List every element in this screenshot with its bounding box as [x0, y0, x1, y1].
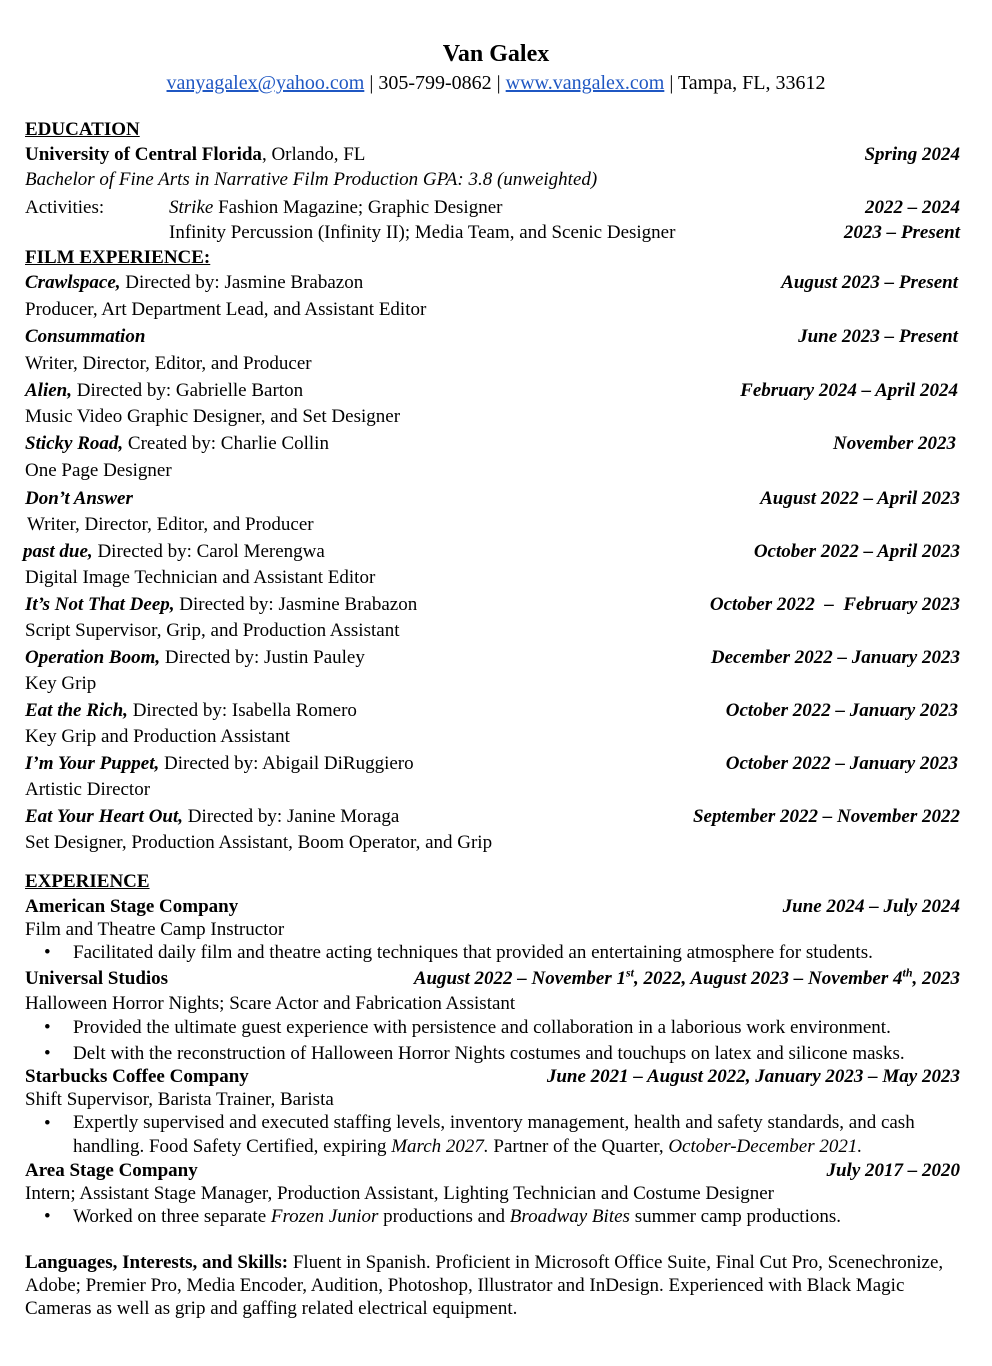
skills-text: Fluent in Spanish. Proficient in Microsoft Office Suite, Final Cut Pro, Scenechronize, Adobe; Premier Pro, Media Encoder, Audition, Photoshop, Illustrator and InDesign. Experienced with Black Magic Cameras as well as grip and gaffing related electrical equipment. [25, 1252, 944, 1319]
location: Tampa, FL, 33612 [677, 72, 826, 94]
film-date: October 2022 – January 2023 [725, 700, 958, 721]
film-role: Key Grip and Production Assistant [25, 726, 290, 747]
company-name: Universal Studios [25, 968, 169, 989]
film-date: August 2023 – Present [781, 272, 958, 293]
film-role: Set Designer, Production Assistant, Boom Operator, and Grip [25, 832, 493, 853]
film-date: September 2022 – November 2022 [692, 806, 960, 827]
film-title-line: Don’t Answer [25, 488, 133, 509]
school-name: University of Central Florida [25, 144, 262, 165]
film-role: Writer, Director, Editor, and Producer [25, 353, 312, 374]
separator: | [491, 72, 506, 94]
job-date: June 2024 – July 2024 [782, 896, 960, 917]
film-role: Writer, Director, Editor, and Producer [27, 514, 314, 535]
film-title-line: past due, Directed by: Carol Merengwa [23, 541, 325, 562]
activity-date: 2023 – Present [843, 222, 960, 243]
activity-date: 2022 – 2024 [865, 197, 960, 218]
film-role: Script Supervisor, Grip, and Production Assistant [25, 620, 400, 641]
bullet-icon: • [44, 1017, 51, 1038]
bullet-text: Delt with the reconstruction of Halloween Horror Nights costumes and touchups on latex and silicone masks. [73, 1043, 905, 1064]
bullet-icon: • [44, 942, 51, 963]
bullet-text: Expertly supervised and executed staffing levels, inventory management, health and safety standards, and cash handling. Food Safety Certified, expiring March 2027. Partner of the Quarter, October-December 2021. [73, 1112, 915, 1157]
job-date: June 2021 – August 2022, January 2023 – May 2023 [546, 1066, 960, 1087]
film-role: Producer, Art Department Lead, and Assistant Editor [25, 299, 427, 320]
website-link[interactable]: www.vangalex.com [505, 72, 665, 94]
film-date: November 2023 [833, 433, 956, 454]
job-role: Halloween Horror Nights; Scare Actor and Fabrication Assistant [25, 993, 516, 1014]
film-date: October 2022 – January 2023 [725, 753, 958, 774]
activities-label: Activities: [25, 197, 105, 218]
activity-item: Infinity Percussion (Infinity II); Media Team, and Scenic Designer [169, 222, 676, 243]
film-date: June 2023 – Present [798, 326, 958, 347]
education-heading: EDUCATION [25, 119, 140, 140]
degree: Bachelor of Fine Arts in Narrative Film Production GPA: 3.8 (unweighted) [25, 169, 598, 190]
film-title-line: Eat the Rich, Directed by: Isabella Romero [25, 700, 357, 721]
job-date: July 2017 – 2020 [826, 1160, 960, 1181]
job-role: Film and Theatre Camp Instructor [25, 919, 285, 940]
film-title-line: Operation Boom, Directed by: Justin Pauley [25, 647, 365, 668]
film-role: Music Video Graphic Designer, and Set Designer [25, 406, 401, 427]
film-date: October 2022 – April 2023 [753, 541, 960, 562]
school-line [25, 142, 365, 168]
experience-heading: EXPERIENCE [25, 871, 150, 892]
film-date: October 2022 – February 2023 [709, 594, 960, 615]
bullet-text: Provided the ultimate guest experience with persistence and collaboration in a laborious work environment. [73, 1017, 891, 1038]
candidate-name: Van Galex [442, 41, 550, 67]
job-date: August 2022 – November 1st, 2022, August 2023 – November 4th, 2023 [413, 965, 960, 989]
job-role: Shift Supervisor, Barista Trainer, Barista [25, 1089, 334, 1110]
separator: | [364, 72, 379, 94]
film-title-line: Consummation [25, 326, 146, 347]
email-link[interactable]: vanyagalex@yahoo.com [166, 72, 365, 94]
film-role: Digital Image Technician and Assistant Editor [25, 567, 376, 588]
bullet-text: Facilitated daily film and theatre acting techniques that provided an entertaining atmosphere for students. [73, 942, 873, 963]
film-title-line: Alien, Directed by: Gabrielle Barton [25, 380, 304, 401]
film-role: Key Grip [25, 673, 97, 694]
education-date: Spring 2024 [864, 144, 960, 165]
company-name: Starbucks Coffee Company [25, 1066, 249, 1087]
film-experience-heading: FILM EXPERIENCE: [25, 247, 211, 268]
film-role: Artistic Director [25, 779, 151, 800]
bullet-icon: • [44, 1113, 51, 1134]
school-location: , Orlando, FL [261, 144, 366, 165]
company-name: Area Stage Company [25, 1160, 198, 1181]
film-date: December 2022 – January 2023 [710, 647, 960, 668]
film-role: One Page Designer [25, 460, 172, 481]
film-title-line: I’m Your Puppet, Directed by: Abigail DiRuggiero [25, 753, 414, 774]
company-name: American Stage Company [25, 896, 239, 917]
phone-number: 305-799-0862 [378, 72, 492, 94]
film-date: February 2024 – April 2024 [740, 380, 958, 401]
bullet-icon: • [44, 1206, 51, 1227]
bullet-icon: • [44, 1043, 51, 1064]
skills-label: Languages, Interests, and Skills: [25, 1252, 289, 1273]
job-role: Intern; Assistant Stage Manager, Production Assistant, Lighting Technician and Costume Designer [25, 1183, 774, 1204]
film-title-line: It’s Not That Deep, Directed by: Jasmine Brabazon [25, 594, 418, 615]
skills-paragraph [25, 1251, 945, 1320]
separator: | [664, 72, 678, 94]
contact-line [0, 70, 992, 96]
activity-item: Strike Fashion Magazine; Graphic Designer [169, 197, 503, 218]
film-title-line: Eat Your Heart Out, Directed by: Janine Moraga [25, 806, 400, 827]
bullet-text: Worked on three separate Frozen Junior productions and Broadway Bites summer camp productions. [73, 1206, 842, 1227]
film-title-line: Sticky Road, Created by: Charlie Collin [25, 433, 329, 454]
film-date: August 2022 – April 2023 [760, 488, 960, 509]
film-title-line: Crawlspace, Directed by: Jasmine Brabazon [25, 272, 364, 293]
